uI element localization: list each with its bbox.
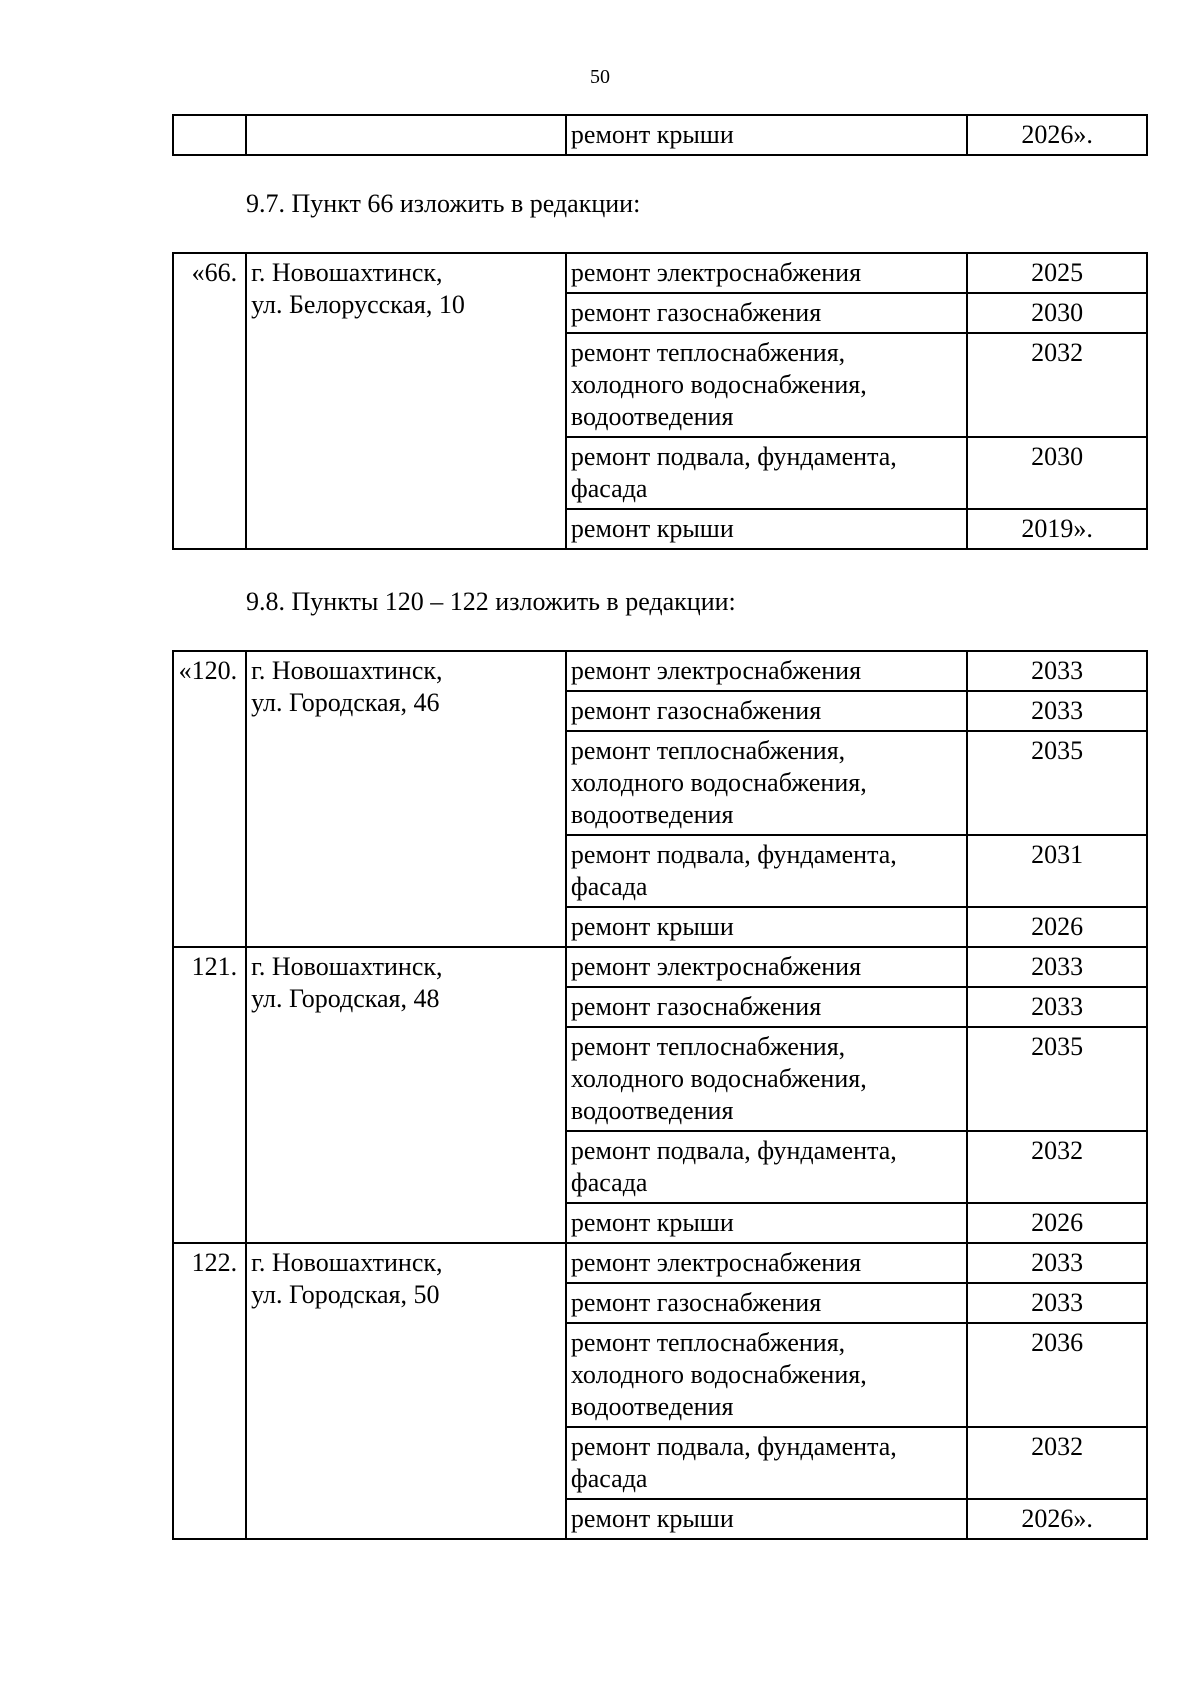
item-address bbox=[246, 1243, 566, 1539]
table-row bbox=[173, 947, 1147, 987]
item-address bbox=[246, 651, 566, 947]
work-type: ремонт теплоснабжения, холодного водоснабжения, водоотведения bbox=[566, 1323, 967, 1427]
item-number: «120. bbox=[173, 651, 246, 947]
paragraph-9-7: 9.7. Пункт 66 изложить в редакции: bbox=[246, 189, 641, 218]
row-number bbox=[173, 115, 246, 155]
address-city: г. Новошахтинск, bbox=[251, 258, 443, 287]
table-row bbox=[173, 115, 1147, 155]
work-year: 2032 bbox=[967, 1131, 1147, 1203]
table-row bbox=[173, 651, 1147, 691]
address-city: г. Новошахтинск, bbox=[251, 656, 443, 685]
work-type: ремонт теплоснабжения, холодного водоснабжения, водоотведения bbox=[566, 731, 967, 835]
work-type: ремонт подвала, фундамента, фасада bbox=[566, 1131, 967, 1203]
work-year: 2033 bbox=[967, 691, 1147, 731]
item-number: 121. bbox=[173, 947, 246, 1243]
row-address bbox=[246, 115, 566, 155]
work-year: 2025 bbox=[967, 253, 1147, 293]
work-type: ремонт крыши bbox=[566, 1499, 967, 1539]
address-street: ул. Белорусская, 10 bbox=[251, 290, 465, 319]
work-type: ремонт теплоснабжения, холодного водоснабжения, водоотведения bbox=[566, 333, 967, 437]
paragraph-9-8: 9.8. Пункты 120 – 122 изложить в редакции: bbox=[246, 587, 736, 616]
work-year: 2030 bbox=[967, 293, 1147, 333]
work-year: 2031 bbox=[967, 835, 1147, 907]
work-year: 2019». bbox=[967, 509, 1147, 549]
work-type: ремонт крыши bbox=[566, 907, 967, 947]
work-year: 2030 bbox=[967, 437, 1147, 509]
table-row bbox=[173, 1243, 1147, 1283]
work-type: ремонт газоснабжения bbox=[566, 691, 967, 731]
work-year: 2032 bbox=[967, 1427, 1147, 1499]
address-street: ул. Городская, 50 bbox=[251, 1280, 440, 1309]
work-type: ремонт электроснабжения bbox=[566, 651, 967, 691]
address-city: г. Новошахтинск, bbox=[251, 952, 443, 981]
address-city: г. Новошахтинск, bbox=[251, 1248, 443, 1277]
work-type: ремонт электроснабжения bbox=[566, 253, 967, 293]
work-type: ремонт теплоснабжения, холодного водоснабжения, водоотведения bbox=[566, 1027, 967, 1131]
item-number: 122. bbox=[173, 1243, 246, 1539]
table-row bbox=[173, 253, 1147, 293]
work-year: 2033 bbox=[967, 947, 1147, 987]
table-top-fragment bbox=[172, 114, 1148, 156]
work-year: 2033 bbox=[967, 1283, 1147, 1323]
work-type: ремонт подвала, фундамента, фасада bbox=[566, 437, 967, 509]
item-address bbox=[246, 253, 566, 549]
row-work: ремонт крыши bbox=[566, 115, 967, 155]
work-type: ремонт газоснабжения bbox=[566, 1283, 967, 1323]
work-year: 2026». bbox=[967, 1499, 1147, 1539]
work-year: 2026 bbox=[967, 1203, 1147, 1243]
page-number: 50 bbox=[590, 66, 610, 88]
work-year: 2035 bbox=[967, 731, 1147, 835]
work-type: ремонт электроснабжения bbox=[566, 947, 967, 987]
address-street: ул. Городская, 48 bbox=[251, 984, 440, 1013]
work-type: ремонт крыши bbox=[566, 509, 967, 549]
row-year: 2026». bbox=[967, 115, 1147, 155]
work-type: ремонт подвала, фундамента, фасада bbox=[566, 1427, 967, 1499]
work-year: 2026 bbox=[967, 907, 1147, 947]
item-number: «66. bbox=[173, 253, 246, 549]
work-type: ремонт подвала, фундамента, фасада bbox=[566, 835, 967, 907]
work-year: 2032 bbox=[967, 333, 1147, 437]
work-type: ремонт крыши bbox=[566, 1203, 967, 1243]
work-type: ремонт газоснабжения bbox=[566, 987, 967, 1027]
work-year: 2033 bbox=[967, 987, 1147, 1027]
table-9-7 bbox=[172, 252, 1148, 550]
item-address bbox=[246, 947, 566, 1243]
work-year: 2033 bbox=[967, 651, 1147, 691]
address-street: ул. Городская, 46 bbox=[251, 688, 440, 717]
work-year: 2035 bbox=[967, 1027, 1147, 1131]
work-year: 2036 bbox=[967, 1323, 1147, 1427]
work-type: ремонт электроснабжения bbox=[566, 1243, 967, 1283]
table-9-8 bbox=[172, 650, 1148, 1540]
work-type: ремонт газоснабжения bbox=[566, 293, 967, 333]
work-year: 2033 bbox=[967, 1243, 1147, 1283]
